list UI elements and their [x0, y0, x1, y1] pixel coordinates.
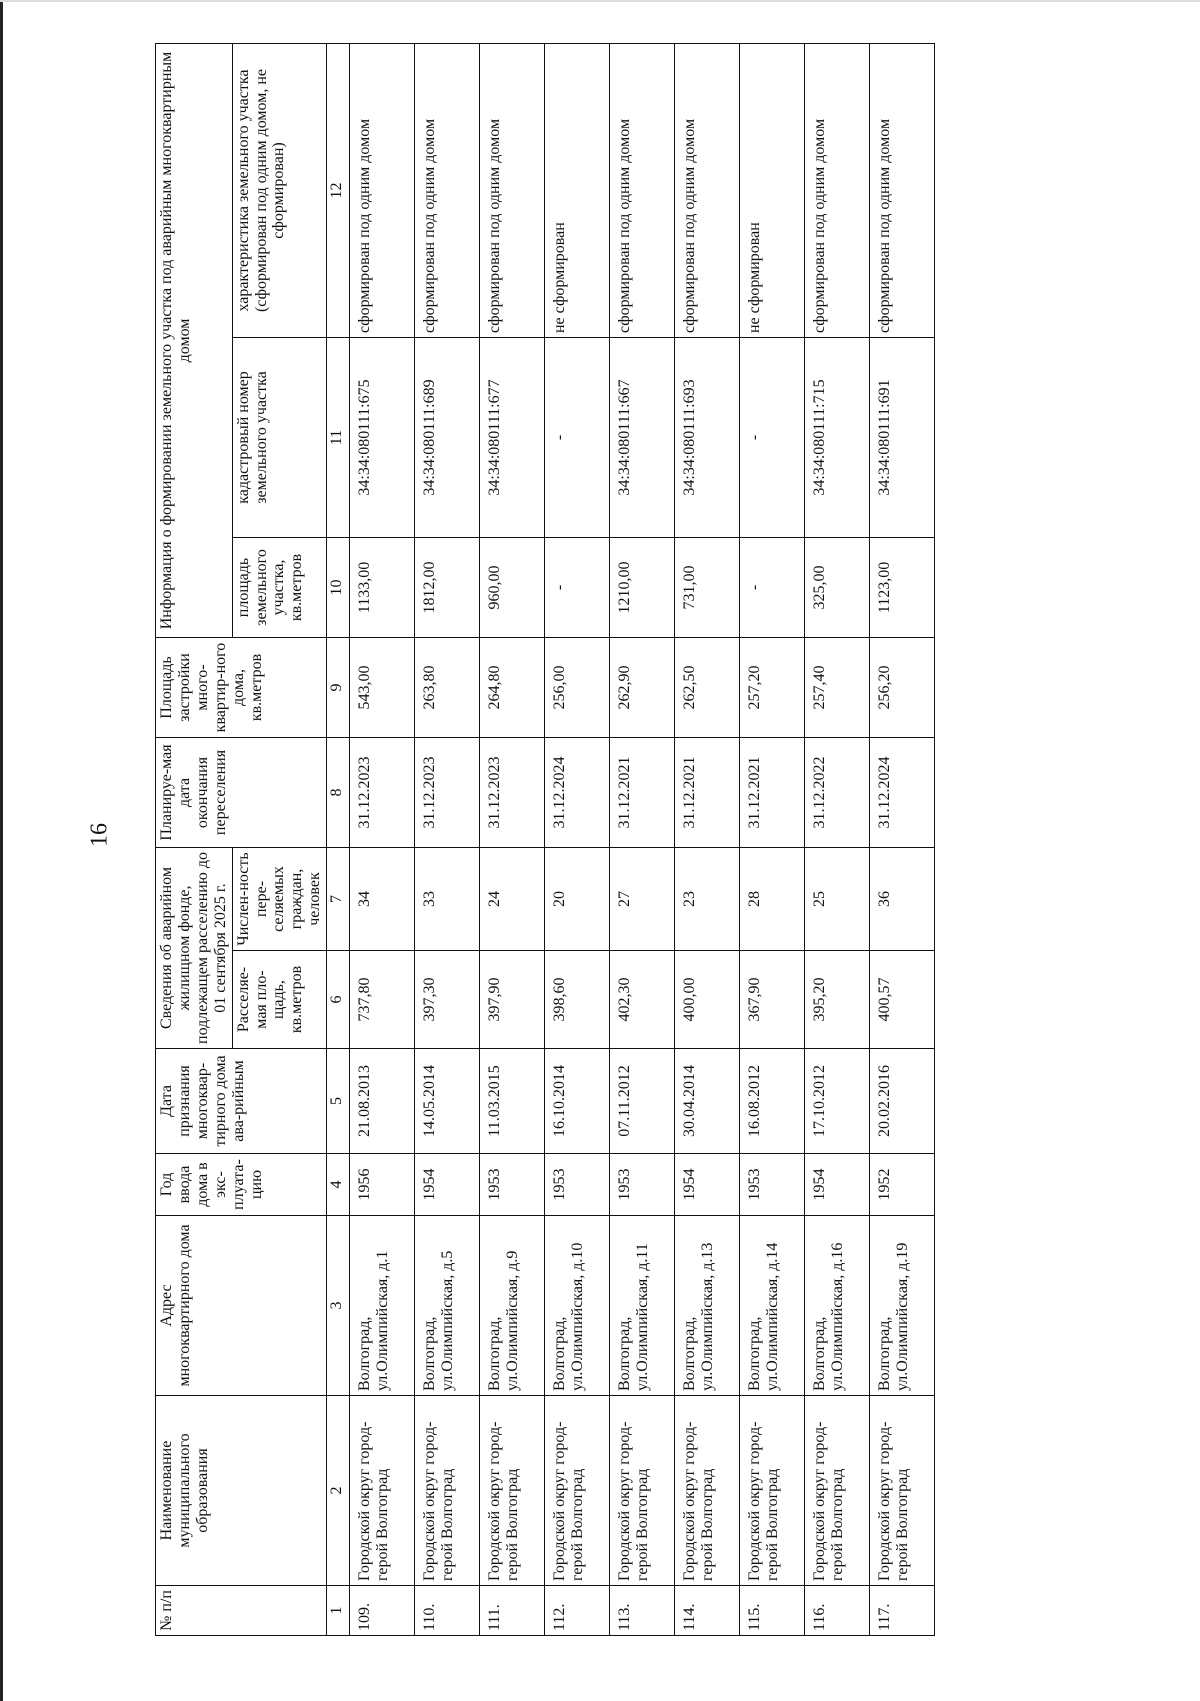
header-emergency-fund-group: Сведения об аварийном жилищном фонде, подлежащем расселению до 01 сентября 2025 г.	[156, 848, 233, 1049]
municipality-cell: Городской округ город-герой Волгоград	[545, 1396, 610, 1586]
recognition-date-cell: 07.11.2012	[610, 1049, 675, 1154]
municipality-cell: Городской округ город-герой Волгоград	[350, 1396, 415, 1586]
year-cell: 1954	[675, 1154, 740, 1216]
header-planned-date: Планируе-мая дата окончания переселения	[156, 738, 327, 848]
column-number: 3	[327, 1216, 350, 1396]
header-cadastral-number: кадастровый номер земельного участка	[232, 338, 327, 538]
planned-date-cell: 31.12.2021	[675, 738, 740, 848]
land-characteristic-cell: сформирован под одним домом	[675, 44, 740, 338]
building-area-cell: 543,00	[350, 638, 415, 738]
land-characteristic-cell: сформирован под одним домом	[480, 44, 545, 338]
resettled-area-cell: 395,20	[805, 951, 870, 1049]
building-area-cell: 257,20	[740, 638, 805, 738]
table-row	[870, 44, 935, 1636]
year-cell: 1952	[870, 1154, 935, 1216]
column-number: 12	[327, 44, 350, 338]
column-number: 11	[327, 338, 350, 538]
column-number: 4	[327, 1154, 350, 1216]
scan-edge	[0, 0, 3, 1701]
land-area-cell: 1812,00	[415, 538, 480, 638]
cadastral-number-cell: 34:34:080111:715	[805, 338, 870, 538]
planned-date-cell: 31.12.2022	[805, 738, 870, 848]
building-area-cell: 264,80	[480, 638, 545, 738]
people-count-cell: 20	[545, 848, 610, 951]
people-count-cell: 25	[805, 848, 870, 951]
municipality-cell: Городской округ город-герой Волгоград	[870, 1396, 935, 1586]
table-row	[675, 44, 740, 1636]
header-people-count: Числен-ность пере-селяемых граждан, человек	[232, 848, 327, 951]
recognition-date-cell: 16.08.2012	[740, 1049, 805, 1154]
housing-table	[155, 43, 935, 1636]
planned-date-cell: 31.12.2021	[610, 738, 675, 848]
year-cell: 1953	[610, 1154, 675, 1216]
recognition-date-cell: 14.05.2014	[415, 1049, 480, 1154]
row-number: 117.	[870, 1586, 935, 1636]
land-area-cell: 731,00	[675, 538, 740, 638]
header-year: Год ввода дома в экс-плуата-цию	[156, 1154, 327, 1216]
year-cell: 1953	[740, 1154, 805, 1216]
column-number: 7	[327, 848, 350, 951]
rotated-sheet	[155, 44, 1195, 1636]
table-body	[350, 44, 935, 1636]
address-cell: Волгоград, ул.Олимпийская, д.11	[610, 1216, 675, 1396]
row-number: 110.	[415, 1586, 480, 1636]
land-area-cell: -	[740, 538, 805, 638]
cadastral-number-cell: 34:34:080111:691	[870, 338, 935, 538]
planned-date-cell: 31.12.2023	[350, 738, 415, 848]
land-area-cell: -	[545, 538, 610, 638]
address-cell: Волгоград, ул.Олимпийская, д.14	[740, 1216, 805, 1396]
scan-edge-top	[0, 0, 1200, 2]
building-area-cell: 256,20	[870, 638, 935, 738]
people-count-cell: 33	[415, 848, 480, 951]
recognition-date-cell: 30.04.2014	[675, 1049, 740, 1154]
table-row	[350, 44, 415, 1636]
recognition-date-cell: 20.02.2016	[870, 1049, 935, 1154]
year-cell: 1953	[480, 1154, 545, 1216]
table-row	[545, 44, 610, 1636]
planned-date-cell: 31.12.2024	[545, 738, 610, 848]
table-row	[740, 44, 805, 1636]
resettled-area-cell: 367,90	[740, 951, 805, 1049]
table-row	[805, 44, 870, 1636]
address-cell: Волгоград, ул.Олимпийская, д.5	[415, 1216, 480, 1396]
land-characteristic-cell: сформирован под одним домом	[805, 44, 870, 338]
land-characteristic-cell: сформирован под одним домом	[610, 44, 675, 338]
land-area-cell: 960,00	[480, 538, 545, 638]
municipality-cell: Городской округ город-герой Волгоград	[805, 1396, 870, 1586]
resettled-area-cell: 397,30	[415, 951, 480, 1049]
planned-date-cell: 31.12.2023	[415, 738, 480, 848]
header-address: Адрес многоквартирного дома	[156, 1216, 327, 1396]
address-cell: Волгоград, ул.Олимпийская, д.16	[805, 1216, 870, 1396]
address-cell: Волгоград, ул.Олимпийская, д.1	[350, 1216, 415, 1396]
address-cell: Волгоград, ул.Олимпийская, д.13	[675, 1216, 740, 1396]
recognition-date-cell: 11.03.2015	[480, 1049, 545, 1154]
cadastral-number-cell: 34:34:080111:689	[415, 338, 480, 538]
header-num: № п/п	[156, 1586, 327, 1636]
header-land-plot-group: Информация о формировании земельного участка под аварийным многоквартирным домом	[156, 44, 233, 638]
municipality-cell: Городской округ город-герой Волгоград	[675, 1396, 740, 1586]
land-area-cell: 325,00	[805, 538, 870, 638]
resettled-area-cell: 398,60	[545, 951, 610, 1049]
land-area-cell: 1133,00	[350, 538, 415, 638]
row-number: 109.	[350, 1586, 415, 1636]
municipality-cell: Городской округ город-герой Волгоград	[415, 1396, 480, 1586]
row-number: 116.	[805, 1586, 870, 1636]
row-number: 114.	[675, 1586, 740, 1636]
resettled-area-cell: 737,80	[350, 951, 415, 1049]
people-count-cell: 34	[350, 848, 415, 951]
address-cell: Волгоград, ул.Олимпийская, д.10	[545, 1216, 610, 1396]
column-number: 1	[327, 1586, 350, 1636]
resettled-area-cell: 402,30	[610, 951, 675, 1049]
municipality-cell: Городской округ город-герой Волгоград	[480, 1396, 545, 1586]
header-land-characteristic: характеристика земельного участка (сформирован под одним домом, не сформирован)	[232, 44, 327, 338]
cadastral-number-cell: -	[740, 338, 805, 538]
resettled-area-cell: 400,57	[870, 951, 935, 1049]
header-resettled-area: Расселяе-мая пло-щадь, кв.метров	[232, 951, 327, 1049]
address-cell: Волгоград, ул.Олимпийская, д.19	[870, 1216, 935, 1396]
column-number: 5	[327, 1049, 350, 1154]
land-characteristic-cell: сформирован под одним домом	[415, 44, 480, 338]
cadastral-number-cell: 34:34:080111:667	[610, 338, 675, 538]
year-cell: 1956	[350, 1154, 415, 1216]
land-area-cell: 1210,00	[610, 538, 675, 638]
building-area-cell: 263,80	[415, 638, 480, 738]
cadastral-number-cell: 34:34:080111:677	[480, 338, 545, 538]
column-number: 6	[327, 951, 350, 1049]
land-characteristic-cell: сформирован под одним домом	[870, 44, 935, 338]
building-area-cell: 256,00	[545, 638, 610, 738]
header-land-area: площадь земельного участка, кв.метров	[232, 538, 327, 638]
column-number: 9	[327, 638, 350, 738]
land-area-cell: 1123,00	[870, 538, 935, 638]
header-building-area: Площадь застройки много-квартир-ного дома, кв.метров	[156, 638, 327, 738]
planned-date-cell: 31.12.2024	[870, 738, 935, 848]
header-recognition-date: Дата признания многоквар-тирного дома ава-рийным	[156, 1049, 327, 1154]
recognition-date-cell: 21.08.2013	[350, 1049, 415, 1154]
resettled-area-cell: 397,90	[480, 951, 545, 1049]
people-count-cell: 27	[610, 848, 675, 951]
column-number: 8	[327, 738, 350, 848]
people-count-cell: 23	[675, 848, 740, 951]
address-cell: Волгоград, ул.Олимпийская, д.9	[480, 1216, 545, 1396]
land-characteristic-cell: сформирован под одним домом	[350, 44, 415, 338]
cadastral-number-cell: 34:34:080111:675	[350, 338, 415, 538]
cadastral-number-cell: -	[545, 338, 610, 538]
planned-date-cell: 31.12.2021	[740, 738, 805, 848]
recognition-date-cell: 16.10.2014	[545, 1049, 610, 1154]
row-number: 112.	[545, 1586, 610, 1636]
municipality-cell: Городской округ город-герой Волгоград	[740, 1396, 805, 1586]
table-row	[415, 44, 480, 1636]
column-numbers-row	[327, 44, 350, 1636]
resettled-area-cell: 400,00	[675, 951, 740, 1049]
row-number: 115.	[740, 1586, 805, 1636]
table-row	[610, 44, 675, 1636]
column-number: 2	[327, 1396, 350, 1586]
header-municipality: Наименование муниципального образования	[156, 1396, 327, 1586]
people-count-cell: 24	[480, 848, 545, 951]
row-number: 113.	[610, 1586, 675, 1636]
row-number: 111.	[480, 1586, 545, 1636]
municipality-cell: Городской округ город-герой Волгоград	[610, 1396, 675, 1586]
people-count-cell: 28	[740, 848, 805, 951]
year-cell: 1953	[545, 1154, 610, 1216]
page-number: 16	[86, 823, 113, 847]
building-area-cell: 262,50	[675, 638, 740, 738]
cadastral-number-cell: 34:34:080111:693	[675, 338, 740, 538]
year-cell: 1954	[805, 1154, 870, 1216]
column-number: 10	[327, 538, 350, 638]
building-area-cell: 262,90	[610, 638, 675, 738]
building-area-cell: 257,40	[805, 638, 870, 738]
people-count-cell: 36	[870, 848, 935, 951]
land-characteristic-cell: не сформирован	[740, 44, 805, 338]
recognition-date-cell: 17.10.2012	[805, 1049, 870, 1154]
table-row	[480, 44, 545, 1636]
planned-date-cell: 31.12.2023	[480, 738, 545, 848]
year-cell: 1954	[415, 1154, 480, 1216]
land-characteristic-cell: не сформирован	[545, 44, 610, 338]
